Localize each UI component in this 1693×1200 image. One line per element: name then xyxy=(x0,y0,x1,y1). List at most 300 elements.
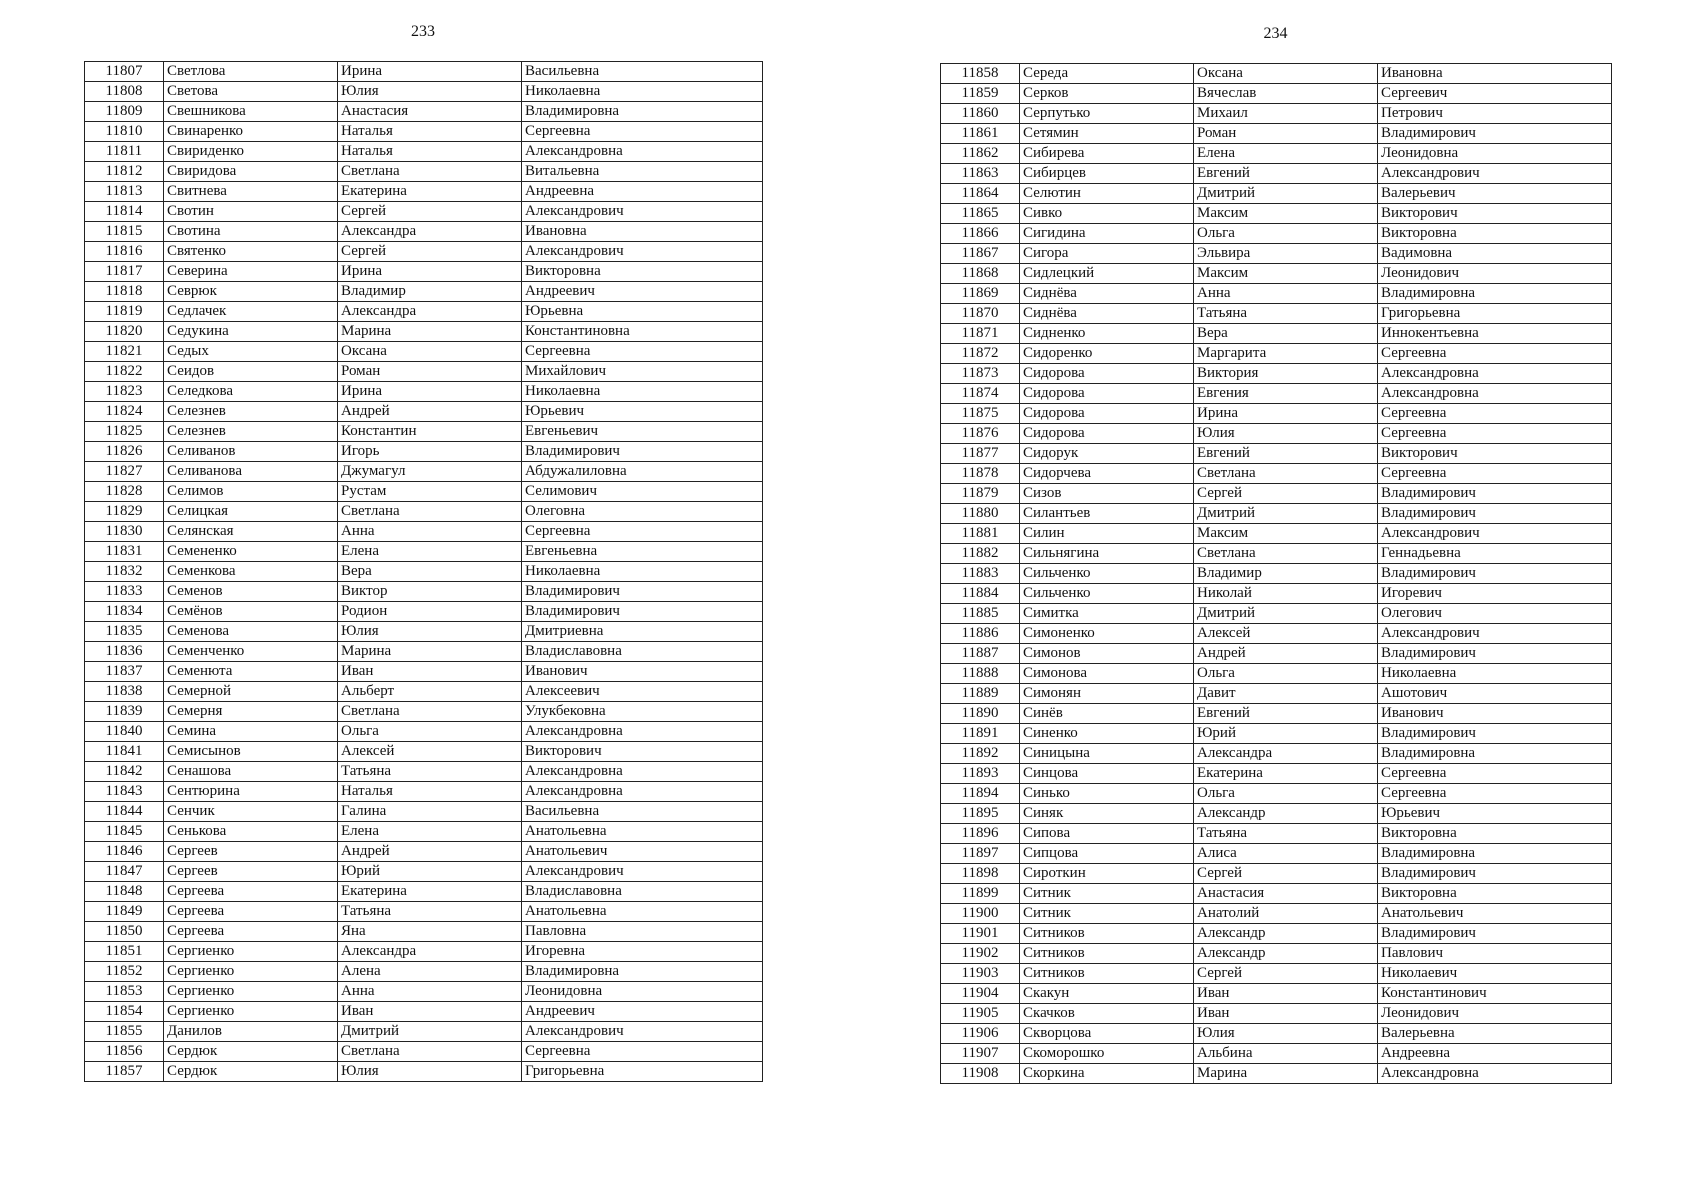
record-number-cell: 11840 xyxy=(85,722,164,742)
last-name-cell: Сидорук xyxy=(1020,444,1194,464)
patronymic-cell: Сергеевна xyxy=(1378,764,1612,784)
first-name-cell: Наталья xyxy=(338,142,522,162)
last-name-cell: Симоненко xyxy=(1020,624,1194,644)
patronymic-cell: Анатольевна xyxy=(522,902,763,922)
record-number-cell: 11874 xyxy=(941,384,1020,404)
first-name-cell: Светлана xyxy=(338,162,522,182)
table-row xyxy=(85,122,763,142)
last-name-cell: Селедкова xyxy=(164,382,338,402)
last-name-cell: Свинаренко xyxy=(164,122,338,142)
last-name-cell: Сидорова xyxy=(1020,384,1194,404)
patronymic-cell: Владиславовна xyxy=(522,642,763,662)
first-name-cell: Анна xyxy=(1194,284,1378,304)
table-row xyxy=(85,182,763,202)
first-name-cell: Татьяна xyxy=(1194,824,1378,844)
table-row xyxy=(85,402,763,422)
first-name-cell: Анастасия xyxy=(338,102,522,122)
patronymic-cell: Владимирович xyxy=(1378,124,1612,144)
last-name-cell: Светова xyxy=(164,82,338,102)
first-name-cell: Елена xyxy=(1194,144,1378,164)
record-number-cell: 11811 xyxy=(85,142,164,162)
patronymic-cell: Павловна xyxy=(522,922,763,942)
patronymic-cell: Викторович xyxy=(1378,204,1612,224)
first-name-cell: Ольга xyxy=(1194,224,1378,244)
record-number-cell: 11893 xyxy=(941,764,1020,784)
table-row xyxy=(941,904,1612,924)
last-name-cell: Ситников xyxy=(1020,964,1194,984)
patronymic-cell: Леонидовна xyxy=(1378,144,1612,164)
record-number-cell: 11853 xyxy=(85,982,164,1002)
record-number-cell: 11846 xyxy=(85,842,164,862)
first-name-cell: Андрей xyxy=(338,842,522,862)
table-row xyxy=(941,164,1612,184)
record-number-cell: 11813 xyxy=(85,182,164,202)
first-name-cell: Сергей xyxy=(1194,864,1378,884)
last-name-cell: Семенюта xyxy=(164,662,338,682)
first-name-cell: Екатерина xyxy=(1194,764,1378,784)
page-number: 233 xyxy=(411,23,435,40)
table-row xyxy=(941,624,1612,644)
first-name-cell: Александра xyxy=(338,222,522,242)
record-number-cell: 11895 xyxy=(941,804,1020,824)
first-name-cell: Юлия xyxy=(338,622,522,642)
first-name-cell: Татьяна xyxy=(1194,304,1378,324)
page-number: 234 xyxy=(1263,25,1288,42)
last-name-cell: Северина xyxy=(164,262,338,282)
table-row xyxy=(85,282,763,302)
record-number-cell: 11854 xyxy=(85,1002,164,1022)
patronymic-cell: Сергеевна xyxy=(1378,784,1612,804)
table-row xyxy=(85,542,763,562)
last-name-cell: Сентюрина xyxy=(164,782,338,802)
patronymic-cell: Петрович xyxy=(1378,104,1612,124)
table-row xyxy=(941,584,1612,604)
patronymic-cell: Олегович xyxy=(1378,604,1612,624)
record-number-cell: 11817 xyxy=(85,262,164,282)
table-row xyxy=(941,564,1612,584)
table-row xyxy=(941,924,1612,944)
table-row xyxy=(941,424,1612,444)
first-name-cell: Ирина xyxy=(338,62,522,82)
table-row xyxy=(85,442,763,462)
patronymic-cell: Викторович xyxy=(1378,444,1612,464)
last-name-cell: Свириденко xyxy=(164,142,338,162)
patronymic-cell: Владимирович xyxy=(1378,724,1612,744)
patronymic-cell: Валерьевич xyxy=(1378,184,1612,204)
patronymic-cell: Сергеевич xyxy=(1378,84,1612,104)
patronymic-cell: Владимирович xyxy=(1378,504,1612,524)
table-row xyxy=(941,444,1612,464)
last-name-cell: Семенкова xyxy=(164,562,338,582)
patronymic-cell: Валерьевна xyxy=(1378,1024,1612,1044)
last-name-cell: Семененко xyxy=(164,542,338,562)
first-name-cell: Владимир xyxy=(338,282,522,302)
first-name-cell: Александр xyxy=(1194,944,1378,964)
table-row xyxy=(941,784,1612,804)
record-number-cell: 11835 xyxy=(85,622,164,642)
table-row xyxy=(85,962,763,982)
last-name-cell: Свитнева xyxy=(164,182,338,202)
last-name-cell: Седлачек xyxy=(164,302,338,322)
record-number-cell: 11878 xyxy=(941,464,1020,484)
last-name-cell: Данилов xyxy=(164,1022,338,1042)
record-number-cell: 11836 xyxy=(85,642,164,662)
last-name-cell: Сидорова xyxy=(1020,364,1194,384)
table-row xyxy=(941,264,1612,284)
last-name-cell: Сергиенко xyxy=(164,1002,338,1022)
last-name-cell: Симитка xyxy=(1020,604,1194,624)
last-name-cell: Семенов xyxy=(164,582,338,602)
last-name-cell: Скворцова xyxy=(1020,1024,1194,1044)
last-name-cell: Сергеева xyxy=(164,902,338,922)
last-name-cell: Севрюк xyxy=(164,282,338,302)
first-name-cell: Владимир xyxy=(1194,564,1378,584)
last-name-cell: Симонян xyxy=(1020,684,1194,704)
first-name-cell: Эльвира xyxy=(1194,244,1378,264)
first-name-cell: Ирина xyxy=(1194,404,1378,424)
record-number-cell: 11821 xyxy=(85,342,164,362)
last-name-cell: Сетямин xyxy=(1020,124,1194,144)
record-number-cell: 11899 xyxy=(941,884,1020,904)
patronymic-cell: Владимирович xyxy=(1378,644,1612,664)
first-name-cell: Оксана xyxy=(1194,64,1378,84)
patronymic-cell: Владимирович xyxy=(1378,564,1612,584)
last-name-cell: Сибирева xyxy=(1020,144,1194,164)
first-name-cell: Светлана xyxy=(1194,544,1378,564)
patronymic-cell: Анатольевич xyxy=(522,842,763,862)
patronymic-cell: Ивановна xyxy=(522,222,763,242)
table-row xyxy=(941,244,1612,264)
last-name-cell: Свешникова xyxy=(164,102,338,122)
last-name-cell: Сергеева xyxy=(164,882,338,902)
last-name-cell: Ситник xyxy=(1020,884,1194,904)
patronymic-cell: Сергеевна xyxy=(522,122,763,142)
last-name-cell: Ситников xyxy=(1020,924,1194,944)
last-name-cell: Сидненко xyxy=(1020,324,1194,344)
last-name-cell: Симонова xyxy=(1020,664,1194,684)
patronymic-cell: Юрьевна xyxy=(522,302,763,322)
first-name-cell: Анна xyxy=(338,982,522,1002)
first-name-cell: Ирина xyxy=(338,262,522,282)
patronymic-cell: Николаевна xyxy=(522,82,763,102)
first-name-cell: Максим xyxy=(1194,524,1378,544)
first-name-cell: Евгений xyxy=(1194,704,1378,724)
record-number-cell: 11848 xyxy=(85,882,164,902)
first-name-cell: Юрий xyxy=(338,862,522,882)
patronymic-cell: Андреевна xyxy=(522,182,763,202)
patronymic-cell: Андреевна xyxy=(1378,1044,1612,1064)
table-row xyxy=(941,364,1612,384)
patronymic-cell: Васильевна xyxy=(522,802,763,822)
record-number-cell: 11870 xyxy=(941,304,1020,324)
patronymic-cell: Михайлович xyxy=(522,362,763,382)
record-number-cell: 11892 xyxy=(941,744,1020,764)
first-name-cell: Алиса xyxy=(1194,844,1378,864)
record-number-cell: 11903 xyxy=(941,964,1020,984)
patronymic-cell: Николаевич xyxy=(1378,964,1612,984)
table-row xyxy=(85,62,763,82)
table-row xyxy=(85,322,763,342)
last-name-cell: Сизов xyxy=(1020,484,1194,504)
record-number-cell: 11891 xyxy=(941,724,1020,744)
last-name-cell: Скоморошко xyxy=(1020,1044,1194,1064)
first-name-cell: Иван xyxy=(338,662,522,682)
first-name-cell: Александр xyxy=(1194,924,1378,944)
roster-table xyxy=(940,63,1612,1084)
table-row xyxy=(941,344,1612,364)
patronymic-cell: Александровна xyxy=(1378,364,1612,384)
record-number-cell: 11849 xyxy=(85,902,164,922)
patronymic-cell: Андреевич xyxy=(522,282,763,302)
table-row xyxy=(85,382,763,402)
table-row xyxy=(941,764,1612,784)
record-number-cell: 11824 xyxy=(85,402,164,422)
patronymic-cell: Евгеньевна xyxy=(522,542,763,562)
last-name-cell: Синицына xyxy=(1020,744,1194,764)
record-number-cell: 11841 xyxy=(85,742,164,762)
first-name-cell: Андрей xyxy=(1194,644,1378,664)
record-number-cell: 11872 xyxy=(941,344,1020,364)
patronymic-cell: Викторович xyxy=(522,742,763,762)
table-row xyxy=(941,404,1612,424)
first-name-cell: Альберт xyxy=(338,682,522,702)
record-number-cell: 11807 xyxy=(85,62,164,82)
record-number-cell: 11851 xyxy=(85,942,164,962)
last-name-cell: Сергеева xyxy=(164,922,338,942)
last-name-cell: Сенчик xyxy=(164,802,338,822)
record-number-cell: 11839 xyxy=(85,702,164,722)
first-name-cell: Михаил xyxy=(1194,104,1378,124)
record-number-cell: 11887 xyxy=(941,644,1020,664)
last-name-cell: Семенова xyxy=(164,622,338,642)
last-name-cell: Селезнев xyxy=(164,422,338,442)
table-row xyxy=(85,842,763,862)
record-number-cell: 11879 xyxy=(941,484,1020,504)
patronymic-cell: Анатольевна xyxy=(522,822,763,842)
patronymic-cell: Николаевна xyxy=(1378,664,1612,684)
record-number-cell: 11902 xyxy=(941,944,1020,964)
record-number-cell: 11897 xyxy=(941,844,1020,864)
table-row xyxy=(85,242,763,262)
first-name-cell: Анна xyxy=(338,522,522,542)
patronymic-cell: Сергеевна xyxy=(1378,464,1612,484)
record-number-cell: 11906 xyxy=(941,1024,1020,1044)
patronymic-cell: Юрьевич xyxy=(1378,804,1612,824)
first-name-cell: Алексей xyxy=(1194,624,1378,644)
last-name-cell: Седукина xyxy=(164,322,338,342)
record-number-cell: 11881 xyxy=(941,524,1020,544)
patronymic-cell: Александровна xyxy=(1378,384,1612,404)
table-row xyxy=(941,144,1612,164)
table-row xyxy=(941,864,1612,884)
record-number-cell: 11867 xyxy=(941,244,1020,264)
first-name-cell: Марина xyxy=(1194,1064,1378,1084)
patronymic-cell: Викторовна xyxy=(1378,824,1612,844)
record-number-cell: 11908 xyxy=(941,1064,1020,1084)
last-name-cell: Синенко xyxy=(1020,724,1194,744)
first-name-cell: Светлана xyxy=(338,1042,522,1062)
last-name-cell: Светлова xyxy=(164,62,338,82)
table-row xyxy=(941,224,1612,244)
record-number-cell: 11838 xyxy=(85,682,164,702)
last-name-cell: Селезнев xyxy=(164,402,338,422)
first-name-cell: Наталья xyxy=(338,782,522,802)
last-name-cell: Сипова xyxy=(1020,824,1194,844)
patronymic-cell: Александровна xyxy=(522,142,763,162)
last-name-cell: Ситник xyxy=(1020,904,1194,924)
table-row xyxy=(85,522,763,542)
first-name-cell: Роман xyxy=(338,362,522,382)
first-name-cell: Юлия xyxy=(338,82,522,102)
record-number-cell: 11868 xyxy=(941,264,1020,284)
last-name-cell: Сеидов xyxy=(164,362,338,382)
record-number-cell: 11858 xyxy=(941,64,1020,84)
patronymic-cell: Григорьевна xyxy=(1378,304,1612,324)
first-name-cell: Александр xyxy=(1194,804,1378,824)
patronymic-cell: Александрович xyxy=(1378,524,1612,544)
last-name-cell: Селимов xyxy=(164,482,338,502)
last-name-cell: Сидорчева xyxy=(1020,464,1194,484)
record-number-cell: 11873 xyxy=(941,364,1020,384)
patronymic-cell: Иванович xyxy=(522,662,763,682)
table-row xyxy=(941,104,1612,124)
first-name-cell: Юрий xyxy=(1194,724,1378,744)
record-number-cell: 11907 xyxy=(941,1044,1020,1064)
record-number-cell: 11844 xyxy=(85,802,164,822)
table-row xyxy=(85,782,763,802)
patronymic-cell: Сергеевна xyxy=(1378,344,1612,364)
last-name-cell: Синёв xyxy=(1020,704,1194,724)
table-row xyxy=(85,462,763,482)
table-row xyxy=(941,464,1612,484)
record-number-cell: 11815 xyxy=(85,222,164,242)
patronymic-cell: Сергеевна xyxy=(522,342,763,362)
first-name-cell: Вера xyxy=(338,562,522,582)
last-name-cell: Сильнягина xyxy=(1020,544,1194,564)
table-row xyxy=(941,684,1612,704)
last-name-cell: Симонов xyxy=(1020,644,1194,664)
last-name-cell: Сердюк xyxy=(164,1062,338,1082)
last-name-cell: Ситников xyxy=(1020,944,1194,964)
table-row xyxy=(941,524,1612,544)
patronymic-cell: Владимирович xyxy=(1378,924,1612,944)
last-name-cell: Селянская xyxy=(164,522,338,542)
table-row xyxy=(85,942,763,962)
record-number-cell: 11819 xyxy=(85,302,164,322)
record-number-cell: 11880 xyxy=(941,504,1020,524)
table-row xyxy=(85,862,763,882)
first-name-cell: Яна xyxy=(338,922,522,942)
record-number-cell: 11898 xyxy=(941,864,1020,884)
table-row xyxy=(85,922,763,942)
last-name-cell: Семенченко xyxy=(164,642,338,662)
record-number-cell: 11883 xyxy=(941,564,1020,584)
last-name-cell: Сироткин xyxy=(1020,864,1194,884)
record-number-cell: 11852 xyxy=(85,962,164,982)
last-name-cell: Скакун xyxy=(1020,984,1194,1004)
patronymic-cell: Игоревна xyxy=(522,942,763,962)
first-name-cell: Анатолий xyxy=(1194,904,1378,924)
last-name-cell: Селиванов xyxy=(164,442,338,462)
last-name-cell: Скоркина xyxy=(1020,1064,1194,1084)
patronymic-cell: Анатольевич xyxy=(1378,904,1612,924)
last-name-cell: Сильченко xyxy=(1020,564,1194,584)
last-name-cell: Середа xyxy=(1020,64,1194,84)
record-number-cell: 11845 xyxy=(85,822,164,842)
table-row xyxy=(85,742,763,762)
table-row xyxy=(941,64,1612,84)
record-number-cell: 11842 xyxy=(85,762,164,782)
patronymic-cell: Александрович xyxy=(1378,164,1612,184)
table-row xyxy=(941,744,1612,764)
table-row xyxy=(85,1042,763,1062)
patronymic-cell: Владимирович xyxy=(1378,484,1612,504)
first-name-cell: Наталья xyxy=(338,122,522,142)
first-name-cell: Евгений xyxy=(1194,444,1378,464)
patronymic-cell: Константиновна xyxy=(522,322,763,342)
first-name-cell: Максим xyxy=(1194,264,1378,284)
record-number-cell: 11847 xyxy=(85,862,164,882)
first-name-cell: Дмитрий xyxy=(1194,504,1378,524)
last-name-cell: Селицкая xyxy=(164,502,338,522)
table-row xyxy=(941,704,1612,724)
record-number-cell: 11814 xyxy=(85,202,164,222)
table-row xyxy=(941,1004,1612,1024)
table-row xyxy=(941,124,1612,144)
patronymic-cell: Ивановна xyxy=(1378,64,1612,84)
first-name-cell: Екатерина xyxy=(338,882,522,902)
record-number-cell: 11890 xyxy=(941,704,1020,724)
record-number-cell: 11834 xyxy=(85,602,164,622)
table-row xyxy=(85,502,763,522)
table-row xyxy=(941,204,1612,224)
table-row xyxy=(941,664,1612,684)
record-number-cell: 11864 xyxy=(941,184,1020,204)
last-name-cell: Сибирцев xyxy=(1020,164,1194,184)
patronymic-cell: Андреевич xyxy=(522,1002,763,1022)
record-number-cell: 11822 xyxy=(85,362,164,382)
table-row xyxy=(85,642,763,662)
table-row xyxy=(941,844,1612,864)
first-name-cell: Джумагул xyxy=(338,462,522,482)
record-number-cell: 11843 xyxy=(85,782,164,802)
patronymic-cell: Олеговна xyxy=(522,502,763,522)
patronymic-cell: Сергеевна xyxy=(522,522,763,542)
last-name-cell: Силантьев xyxy=(1020,504,1194,524)
last-name-cell: Сидлецкий xyxy=(1020,264,1194,284)
first-name-cell: Ольга xyxy=(338,722,522,742)
record-number-cell: 11876 xyxy=(941,424,1020,444)
table-row xyxy=(85,222,763,242)
table-row xyxy=(85,722,763,742)
record-number-cell: 11850 xyxy=(85,922,164,942)
last-name-cell: Силин xyxy=(1020,524,1194,544)
table-row xyxy=(85,82,763,102)
table-row xyxy=(941,324,1612,344)
last-name-cell: Семина xyxy=(164,722,338,742)
record-number-cell: 11901 xyxy=(941,924,1020,944)
table-row xyxy=(941,1024,1612,1044)
first-name-cell: Татьяна xyxy=(338,902,522,922)
record-number-cell: 11816 xyxy=(85,242,164,262)
record-number-cell: 11826 xyxy=(85,442,164,462)
patronymic-cell: Григорьевна xyxy=(522,1062,763,1082)
table-row xyxy=(941,884,1612,904)
record-number-cell: 11833 xyxy=(85,582,164,602)
patronymic-cell: Александрович xyxy=(522,862,763,882)
record-number-cell: 11882 xyxy=(941,544,1020,564)
first-name-cell: Рустам xyxy=(338,482,522,502)
